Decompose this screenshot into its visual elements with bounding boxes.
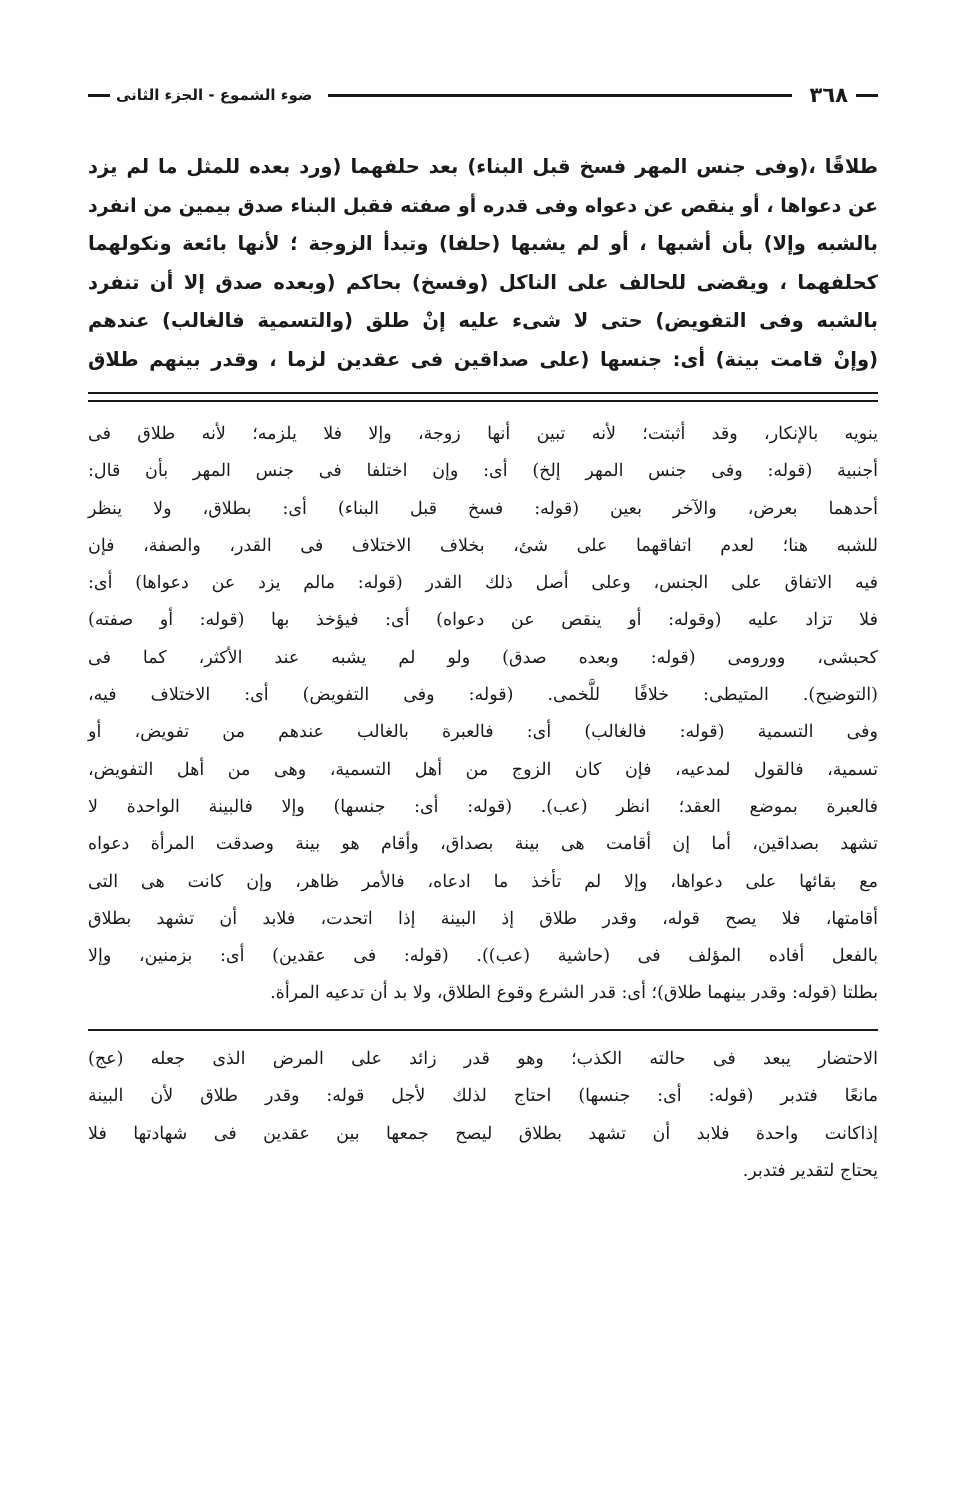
commentary-line: فالعبرة بموضع العقد؛ انظر (عب). (قوله: أى: جنسها) وإلا فالبينة الواحدة لا [88,796,878,817]
commentary-line: بالفعل أفاده المؤلف فى (حاشية (عب)). (قوله: فى عقدين) أى: بزمنين، وإلا [88,946,878,967]
commentary-line: بطلتا (قوله: وقدر بينهما طلاق)؛ أى: قدر الشرع وقوع الطلاق، ولا بد أن تدعيه المرأة. [270,983,878,1004]
commentary-line: وفى التسمية (قوله: فالغالب) أى: فالعبرة بالغالب عندهم من تفويض، أو [88,722,878,743]
footnote-line: يحتاج لتقدير فتدبر. [742,1161,878,1182]
main-text-line: بالشبه وإلا) بأن أشبها ، أو لم يشبها (حلفا) وتبدأ الزوجة ؛ لأنها بائعة ونكولهما [88,232,878,255]
commentary-line: فيه الاتفاق على الجنس، وعلى أصل ذلك القدر (قوله: مالم يزد عن دعواها) أى: [88,573,878,594]
running-title: ضوء الشموع - الجزء الثانى [116,86,313,104]
commentary-line: أحدهما بعرض، والآخر بعين (قوله: فسخ قبل البناء) أى: بطلاق، ولا ينظر [88,498,878,519]
header-dash-left [88,94,110,97]
main-text [88,148,878,380]
page-number: ٣٦٨ [809,83,848,107]
commentary-line: للشبه هنا؛ لعدم اتفاقهما على شئ، بخلاف الاختلاف فى القدر، والصفة، فإن [88,535,878,556]
commentary-line: تسمية، فالقول لمدعيه، فإن كان الزوج من أهل التسمية، وهى من أهل التفويض، [88,759,878,780]
header-dash-right [856,94,878,97]
footnote-text [88,1041,878,1191]
commentary-text [88,416,878,1013]
commentary-line: أجنبية (قوله: وفى جنس المهر إلخ) أى: وإن اختلفا فى جنس المهر بأن قال: [88,461,878,482]
main-text-line: (وإنْ قامت بينة) أى: جنسها (على صداقين فى عقدين لزما ، وقدر بينهم طلاق [88,347,878,371]
header-rule [328,94,791,97]
commentary-line: فلا تزاد عليه (وقوله: أو ينقص عن دعواه) أى: فيؤخذ بها (قوله: أو صفته) [88,610,878,631]
commentary-line: (التوضيح). المتيطى: خلافًا للَّخمى. (قوله: وفى التفويض) أى: الاختلاف فيه، [88,685,878,706]
commentary-line: تشهد بصداقين، أما إن أقامت هى بينة بصداق، وأقام هو بينة وصدقت المرأة دعواه [88,834,878,855]
main-text-line: عن دعواها ، أو ينقص عن دعواه وفى قدره أو صفته فقبل البناء صدق بيمين من انفرد [88,194,878,217]
page-header [88,78,878,112]
main-text-line: كحلفهما ، ويقضى للحالف على الناكل (وفسخ) بحاكم (وبعده صدق إلا أن تنفرد [88,270,878,294]
commentary-line: أقامتها، فلا يصح قوله، وقدر طلاق إذ البينة إذا اتحدت، فلابد أن تشهد بطلاق [88,908,878,929]
commentary-line: ينويه بالإنكار، وقد أثبتت؛ لأنه تبين أنها زوجة، وإلا فلا يلزمه؛ لأنه طلاق فى [88,424,878,444]
commentary-line: مع بقائها على دعواها، وإلا لم تأخذ ما ادعاه، فالأمر ظاهر، وإن كانت هى التى [88,871,878,892]
footnote-line: مانعًا فتدبر (قوله: أى: جنسها) احتاج لذلك لأجل قوله: وقدر طلاق لأن البينة [88,1086,878,1107]
main-text-line: بالشبه وفى التفويض) حتى لا شىء عليه إنْ طلق (والتسمية فالغالب) عندهم [88,309,878,332]
commentary-line: كحبشى، وورومى (قوله: وبعده صدق) ولو لم يشبه عند الأكثر، كما فى [88,647,878,668]
double-divider [88,392,878,402]
footnote-divider [88,1029,878,1031]
main-text-line: طلاقًا ،(وفى جنس المهر فسخ قبل البناء) بعد حلفهما (ورد بعده للمثل ما لم يزد [88,155,878,178]
book-page [88,78,878,1191]
footnote-line: إذاكانت واحدة فلابد أن تشهد بطلاق ليصح جمعها بين عقدين فى شهادتها فلا [88,1123,878,1144]
footnote-line: الاحتضار يبعد فى حالته الكذب؛ وهو قدر زائد على المرض الذى جعله (عج) [88,1048,878,1069]
